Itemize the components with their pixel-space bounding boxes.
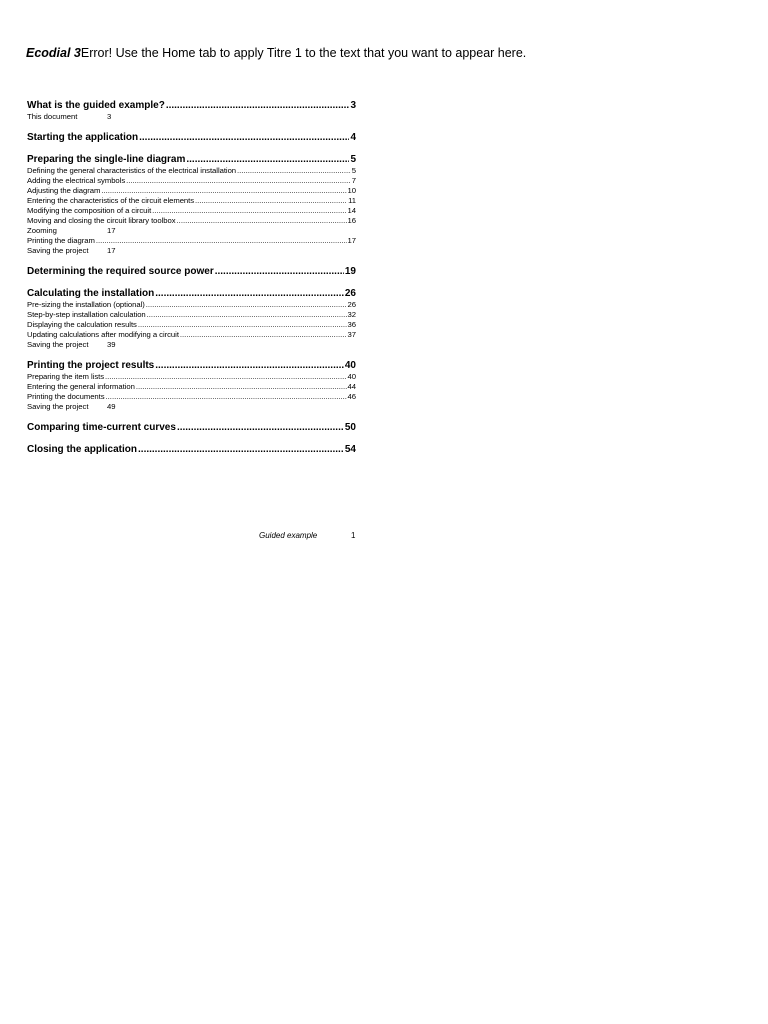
header-error-text: Error! Use the Home tab to apply Titre 1 to the text that you want to appear here. — [80, 46, 527, 60]
toc-heading-page: 19 — [344, 266, 356, 277]
toc-heading-title: What is the guided example? — [27, 100, 165, 111]
toc-entry-title: Preparing the item lists — [27, 372, 104, 381]
toc-entry-page: 17 — [347, 236, 356, 245]
table-of-contents — [27, 99, 356, 456]
toc-entry[interactable] — [27, 246, 356, 256]
toc-entry[interactable] — [27, 392, 356, 402]
toc-heading-page: 54 — [344, 444, 356, 455]
toc-entry[interactable] — [27, 372, 356, 382]
toc-entry-page: 49 — [107, 402, 116, 411]
toc-entry[interactable] — [27, 236, 356, 246]
toc-entry-page: 11 — [348, 196, 356, 205]
toc-leader-dots — [195, 196, 347, 206]
toc-entry[interactable] — [27, 166, 356, 176]
toc-leader-dots — [136, 382, 347, 392]
toc-section — [27, 153, 356, 256]
toc-entry-page: 14 — [347, 206, 356, 215]
toc-entry[interactable] — [27, 340, 356, 350]
toc-entry-page: 40 — [347, 372, 356, 381]
toc-entry-title: Entering the characteristics of the circuit elements — [27, 196, 195, 205]
toc-heading[interactable] — [27, 443, 356, 456]
toc-entry-title: This document — [27, 112, 78, 121]
toc-section — [27, 421, 356, 434]
toc-entry-title: Defining the general characteristics of the electrical installation — [27, 166, 237, 175]
header-brand: Ecodial 3 — [26, 46, 81, 60]
toc-leader-dots — [139, 131, 349, 144]
toc-entry-title: Saving the project — [27, 246, 89, 255]
toc-entry[interactable] — [27, 382, 356, 392]
toc-entry[interactable] — [27, 310, 356, 320]
toc-entry-title: Modifying the composition of a circuit — [27, 206, 152, 215]
toc-entry[interactable] — [27, 186, 356, 196]
toc-heading-page: 5 — [350, 154, 356, 165]
toc-leader-dots — [96, 236, 347, 246]
toc-entry[interactable] — [27, 196, 356, 206]
toc-entry[interactable] — [27, 112, 356, 122]
toc-entry-page: 16 — [347, 216, 356, 225]
toc-entry-title: Entering the general information — [27, 382, 135, 391]
toc-entry[interactable] — [27, 216, 356, 226]
toc-heading[interactable] — [27, 265, 356, 278]
toc-entry-title: Pre-sizing the installation (optional) — [27, 300, 145, 309]
toc-entry-page: 26 — [347, 300, 356, 309]
page-header — [26, 46, 526, 60]
toc-heading[interactable] — [27, 131, 356, 144]
toc-leader-dots — [177, 421, 344, 434]
toc-heading-page: 3 — [350, 100, 356, 111]
toc-entry-title: Moving and closing the circuit library toolbox — [27, 216, 176, 225]
toc-heading-title: Preparing the single-line diagram — [27, 154, 186, 165]
toc-heading-title: Printing the project results — [27, 360, 155, 371]
toc-leader-dots — [155, 359, 344, 372]
toc-heading-title: Calculating the installation — [27, 288, 155, 299]
toc-leader-dots — [126, 176, 351, 186]
toc-entry-page: 32 — [347, 310, 356, 319]
toc-section — [27, 359, 356, 412]
toc-entry-page: 39 — [107, 340, 116, 349]
footer-page-number: 1 — [351, 531, 356, 540]
toc-heading[interactable] — [27, 287, 356, 300]
toc-entry-page: 5 — [351, 166, 356, 175]
toc-entry[interactable] — [27, 330, 356, 340]
toc-entry-page: 36 — [347, 320, 356, 329]
toc-section — [27, 131, 356, 144]
toc-leader-dots — [186, 153, 349, 166]
toc-entry-page: 44 — [347, 382, 356, 391]
toc-section — [27, 287, 356, 350]
toc-entry-title: Displaying the calculation results — [27, 320, 137, 329]
toc-leader-dots — [215, 265, 344, 278]
toc-entry-title: Saving the project — [27, 340, 89, 349]
toc-heading-title: Determining the required source power — [27, 266, 214, 277]
toc-leader-dots — [106, 392, 347, 402]
toc-leader-dots — [101, 186, 346, 196]
toc-entry[interactable] — [27, 226, 356, 236]
toc-leader-dots — [138, 320, 347, 330]
toc-entry-title: Step-by-step installation calculation — [27, 310, 146, 319]
toc-leader-dots — [237, 166, 351, 176]
toc-entry-title: Printing the documents — [27, 392, 105, 401]
toc-heading-title: Closing the application — [27, 444, 138, 455]
toc-entry-title: Updating calculations after modifying a circuit — [27, 330, 179, 339]
toc-section — [27, 265, 356, 278]
toc-entry[interactable] — [27, 320, 356, 330]
page-footer — [259, 531, 355, 540]
toc-heading[interactable] — [27, 153, 356, 166]
toc-entry-title: Zooming — [27, 226, 57, 235]
toc-entry[interactable] — [27, 206, 356, 216]
toc-entry-page: 17 — [107, 226, 116, 235]
toc-leader-dots — [146, 300, 347, 310]
toc-entry-page: 10 — [347, 186, 356, 195]
toc-entry-title: Adjusting the diagram — [27, 186, 101, 195]
toc-heading-page: 50 — [344, 422, 356, 433]
toc-leader-dots — [180, 330, 347, 340]
toc-heading-page: 4 — [350, 132, 356, 143]
toc-entry-page: 37 — [347, 330, 356, 339]
toc-entry[interactable] — [27, 176, 356, 186]
toc-heading-title: Comparing time-current curves — [27, 422, 176, 433]
toc-leader-dots — [166, 99, 350, 112]
toc-leader-dots — [147, 310, 347, 320]
toc-heading-page: 40 — [344, 360, 356, 371]
toc-entry-title: Printing the diagram — [27, 236, 95, 245]
toc-leader-dots — [152, 206, 346, 216]
toc-entry[interactable] — [27, 300, 356, 310]
toc-section — [27, 443, 356, 456]
toc-heading[interactable] — [27, 421, 356, 434]
toc-leader-dots — [105, 372, 347, 382]
footer-label: Guided example — [259, 531, 318, 540]
toc-section — [27, 99, 356, 122]
toc-heading[interactable] — [27, 359, 356, 372]
toc-entry-page: 3 — [107, 112, 112, 121]
toc-entry-page: 17 — [107, 246, 116, 255]
toc-entry[interactable] — [27, 402, 356, 412]
toc-leader-dots — [138, 443, 344, 456]
toc-entry-page: 46 — [347, 392, 356, 401]
toc-entry-title: Adding the electrical symbols — [27, 176, 126, 185]
toc-heading-title: Starting the application — [27, 132, 139, 143]
toc-heading[interactable] — [27, 99, 356, 112]
toc-heading-page: 26 — [344, 288, 356, 299]
toc-leader-dots — [177, 216, 347, 226]
toc-entry-title: Saving the project — [27, 402, 89, 411]
toc-entry-page: 7 — [351, 176, 356, 185]
toc-leader-dots — [155, 287, 344, 300]
